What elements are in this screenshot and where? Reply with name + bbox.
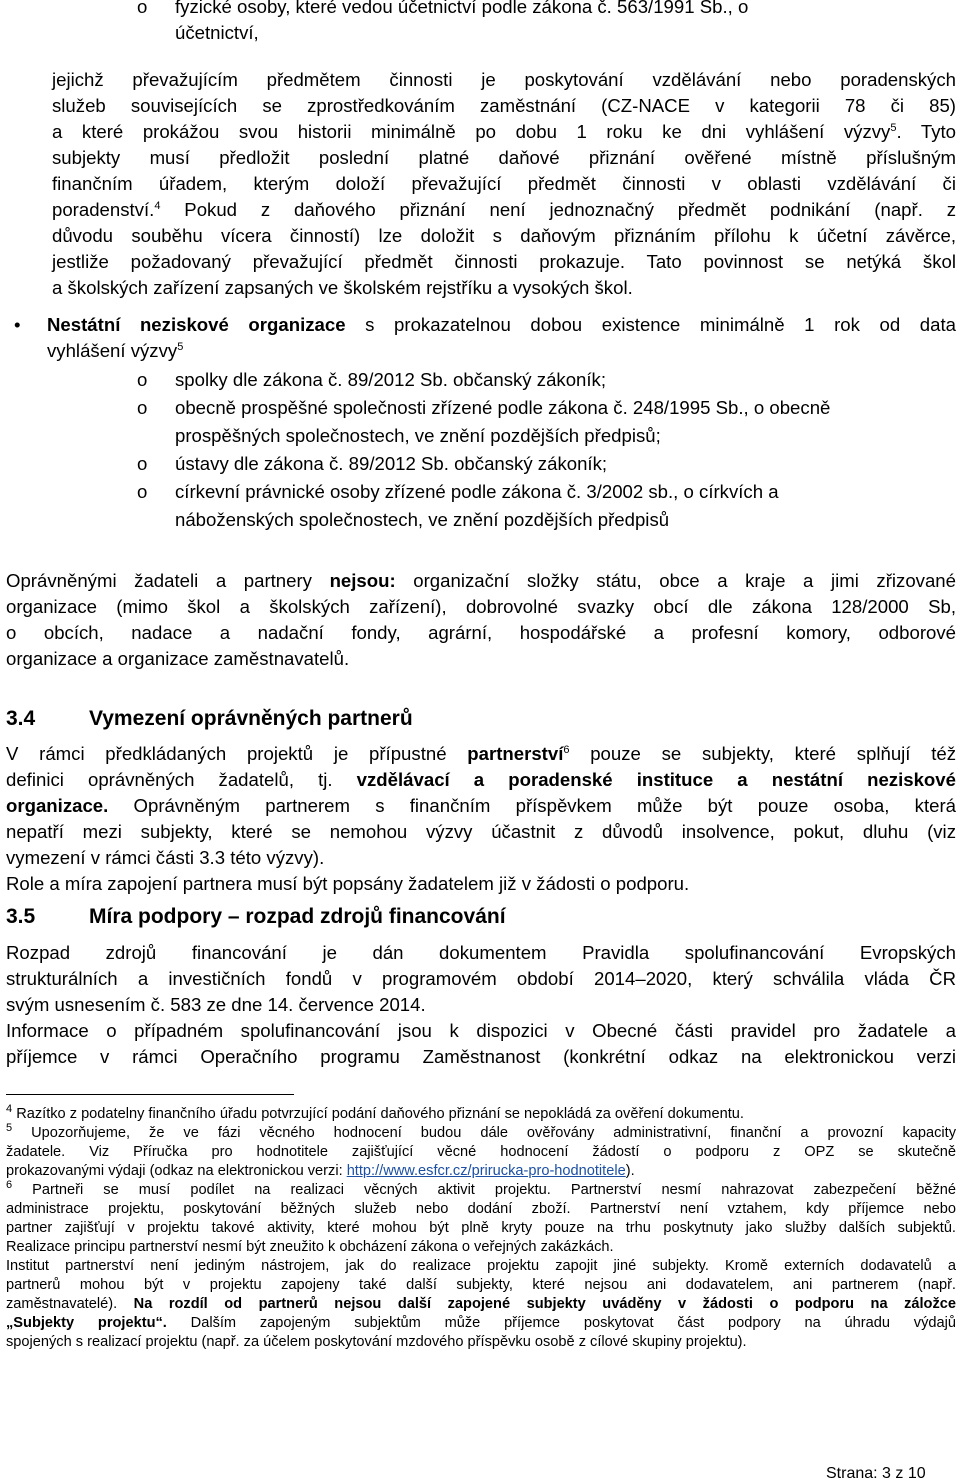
- bullet-icon: •: [14, 314, 21, 335]
- esfcr-link[interactable]: http://www.esfcr.cz/prirucka-pro-hodnotitele: [346, 1163, 626, 1179]
- paragraph: Oprávněnými žadateli a partnery nejsou: organizační složky státu, obce a kraje a jimi zřizované organizace (mimo škol a školských zařízení), dobrovolné svazky obcí dle zákona 128/2000 Sb, o obcích, nadace a nadační fondy, agrární, hospodářské a profesní komory, odborové organizace a organizace zaměstnavatelů.: [6, 570, 956, 669]
- section-number: 3.5: [6, 905, 36, 928]
- paragraph: Rozpad zdrojů financování je dán dokumentem Pravidla spolufinancování Evropských strukturálních a investičních fondů v programovém období 2014–2020, který schválila vláda ČR svým usnesením č. 583 ze dne 14. července 2014. Informace o případném spolufinancování jsou k dispozici v Obecné části pravidel pro žadatele a příjemce v rámci Operačního programu Zaměstnanost (konkrétní odkaz na elektronickou verzi: [6, 942, 956, 1067]
- bullet-item: Nestátní neziskové organizace s prokazatelnou dobou existence minimálně 1 rok od data vyhlášení výzvy$^5$: [47, 314, 956, 361]
- list-item: o církevní právnické osoby zřízené podle zákona č. 3/2002 sb., o církvích a náboženských společnostech, ve znění pozdějších předpisů: [137, 481, 779, 530]
- list-marker: o: [137, 0, 148, 17]
- section-title: Míra podpory – rozpad zdrojů financování: [89, 905, 506, 928]
- sub-list: [0, 367, 960, 535]
- section-title: Vymezení oprávněných partnerů: [89, 707, 413, 730]
- list-item-text: účetnictví,: [175, 22, 259, 43]
- paragraph: jejichž převažujícím předmětem činnosti je poskytování vzdělávání nebo poradenských služeb souvisejících se zprostředkováním zaměstnání (CZ-NACE v kategorii 78 či 85) a které prokážou svou historii minimálně po dobu 1 roku ke dni vyhlášení výzvy$^5$. Tyto subjekty musí předložit poslední platné daňové přiznání ověřené místně příslušným finančním úřadem, kterým doloží převažující předmět činnosti v oblasti vzdělávání či poradenství.$^4$ Pokud z daňového přiznání není jednoznačný předmět podnikání (např. z důvodu souběhu vícera činností) lze doložit s daňovým přiznáním přílohu k účetní závěrce, jestliže požadovaný převažující předmět činnosti prokazuje. Tato povinnost se netýká škol a školských zařízení zapsaných ve školském rejstříku a vysokých škol.: [52, 69, 957, 298]
- list-item: o ústavy dle zákona č. 89/2012 Sb. občanský zákoník;: [137, 453, 608, 474]
- paragraph: V rámci předkládaných projektů je přípustné partnerství$^6$ pouze se subjekty, které splňují též definici oprávněných žadatelů, tj. vzdělávací a poradenské instituce a nestátní neziskové organizace. Oprávněným partnerem s finančním příspěvkem může být pouze osoba, která nepatří mezi subjekty, které se nemohou výzvy účastnit z důvodů insolvence, pokut, dluhu (viz vymezení v rámci části 3.3 této výzvy). Role a míra zapojení partnera musí být popsány žadatelem již v žádosti o podporu.: [6, 743, 956, 894]
- list-item-text: fyzické osoby, které vedou účetnictví podle zákona č. 563/1991 Sb., o: [175, 0, 749, 17]
- list-item: o obecně prospěšné společnosti zřízené podle zákona č. 248/1995 Sb., o obecně prospěšných společnostech, ve znění pozdějších předpisů;: [137, 397, 831, 446]
- footnotes: $^4$ Razítko z podatelny finančního úřadu potvrzující podání daňového přiznání se nepokládá za ověření dokumentu. $^5$ Upozorňujeme, že ve fázi věcného hodnocení budou dále ověřovány administrativní, finanční a provozní kapacity žadatele. Viz Příručka pro hodnotitele zajišťující věcné hodnocení žádostí o podporu z OPZ se skutečně prokazovanými výdaji (odkaz na elektronickou verzi: http://www.esfcr.cz/prirucka-pro-hodnotitele). $^6$ Partneři se musí podílet na realizaci věcných aktivit projektu. Partnerství nesmí nahrazovat zabezpečení běžné administrace projektu, poskytování běžných služeb nebo dodání zboží. Partnerství není vztahem, kdy příjemce nebo partner zajišťují v projektu takové aktivity, které mohou být plně kryty pouze na trhu poskytnuty jako služby dalších subjektů. Realizace principu partnerství nesmí být zneužito k obcházení zákona o veřejných zakázkách. Institut partnerství není jediným nástrojem, jak do realizace projektu zapojit jiné subjekty. Kromě externích dodavatelů a partnerů mohou být v projektu zapojeny také další subjekty, které nejsou ani dodavatelem, ani partnerem (např. zaměstnavatelé). Na rozdíl od partnerů nejsou další zapojené subjekty uváděny v žádosti o podporu na záložce „Subjekty projektu“. Dalším zapojeným subjektům může příjemce poskytovat část podpory na úhradu výdajů spojených s realizací projektu (např. za účelem poskytování mzdového příspěvku osobě z cílové skupiny projektu).: [6, 1103, 957, 1350]
- section-number: 3.4: [6, 707, 36, 730]
- page-number: Strana: 3 z 10: [826, 1465, 926, 1482]
- footnote-separator: [6, 1094, 294, 1095]
- list-item: o spolky dle zákona č. 89/2012 Sb. občanský zákoník;: [137, 369, 607, 390]
